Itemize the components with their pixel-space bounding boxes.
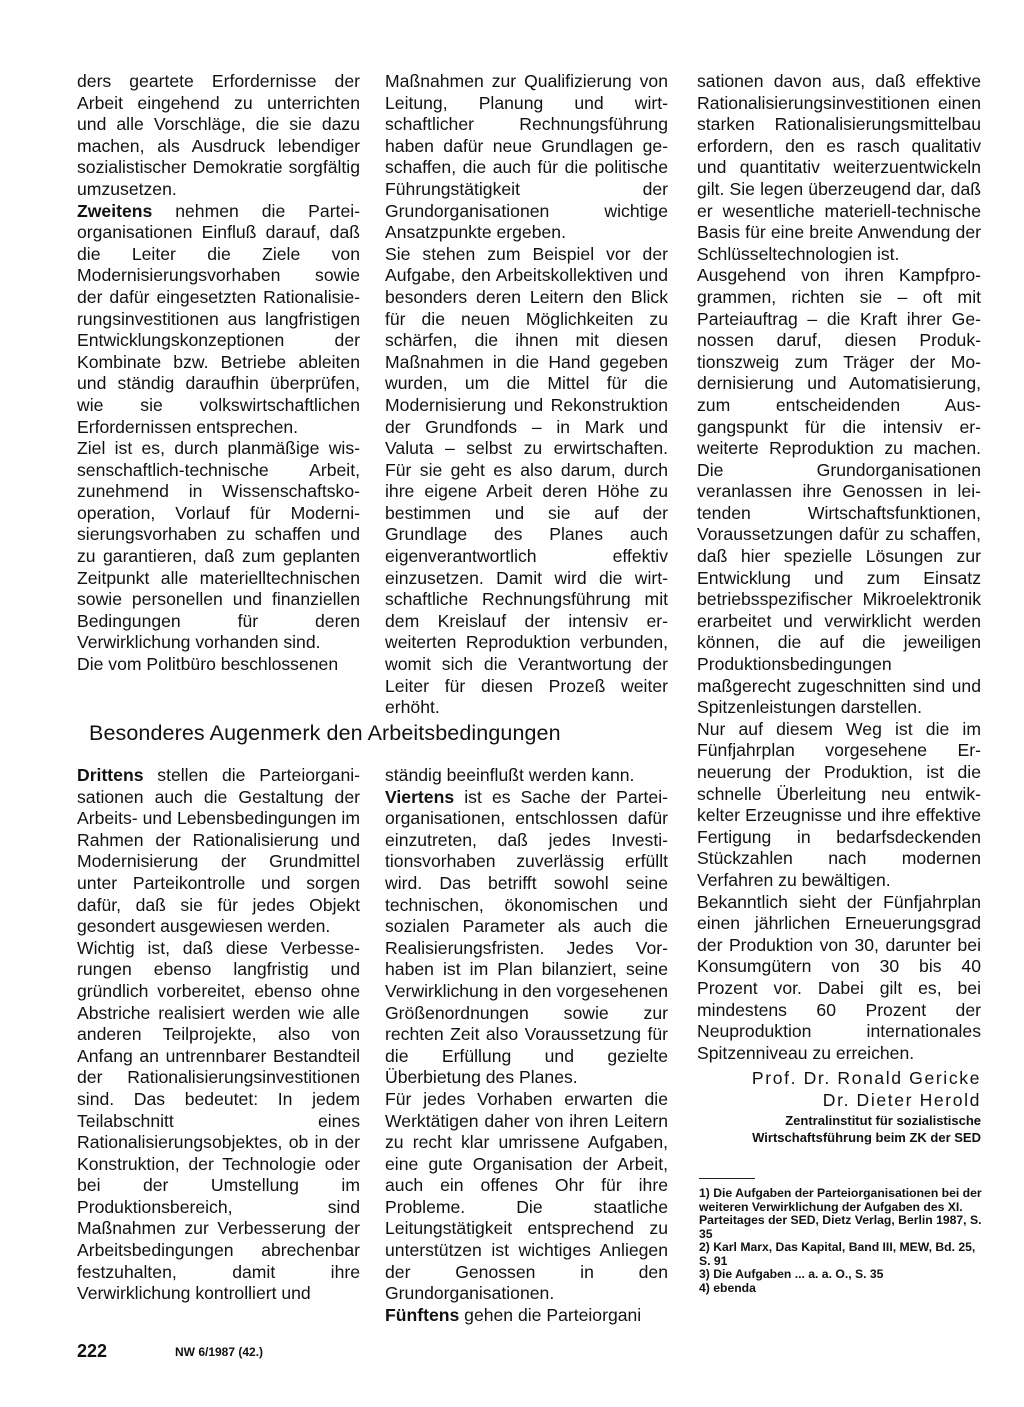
paragraph: [385, 765, 668, 787]
paragraph-lead-word: Zweitens: [77, 200, 153, 221]
paragraph-text: Nur auf diesem Weg ist die im Fünfjahrplan vorgesehene Erneuerung der Produktion, ist die schnelle Überleitung neu entwikkelter Erzeugnisse und ihre effektive Fertigung in bedarfsdeckenden Stückzahlen nach modernen Verfahren zu bewältigen.: [697, 718, 981, 890]
paragraph: [77, 438, 360, 654]
text-column-4: [77, 765, 360, 1305]
paragraph: [385, 71, 668, 244]
paragraph: [697, 265, 981, 718]
paragraph-text: Maßnahmen zur Qualifizierung von Leitung, Planung und wirtschaftlicher Rechnungsführung haben dafür neue Grundlagen geschaffen, die auch für die politische Führungstätigkeit der Grundorganisationen wichtige Ansatzpunkte ergeben.: [385, 71, 668, 243]
paragraph-text: Bekanntlich sieht der Fünfjahrplan einen jährlichen Erneuerungsgrad der Produktion von 30, darunter bei Konsumgütern von 30 bis 40 Prozent vor. Dabei gilt es, bei mindestens 60 Prozent der Neuproduktion internationales Spitzenniveau zu erreichen.: [697, 891, 981, 1063]
footnote-1: 1) Die Aufgaben der Parteiorganisationen bei der weiteren Verwirklichung der Aufgaben des XI. Parteitages der SED, Dietz Verlag, Berlin 1987, S. 35: [699, 1186, 982, 1241]
journal-reference: NW 6/1987 (42.): [175, 1345, 264, 1359]
paragraph-text: gehen die Parteiorgani: [459, 1304, 642, 1325]
paragraph-text: Wichtig ist, daß diese Verbesserungen ebenso langfristig und gründlich vorbereitet, ebenso ohne Abstriche realisiert werden wie alle anderen Teilprojekte, also von Anfang an untrennbarer Bestandteil der Rationalisierungsinvestitionen sind. Das bedeutet: In jedem Teilabschnitt eines Rationalisierungsobjektes, ob in der Konstruktion, der Technologie oder bei der Umstellung im Produktionsbereich, sind Maßnahmen zur Verbesserung der Arbeitsbedingungen abrechenbar festzuhalten, damit ihre Verwirklichung kontrolliert und: [77, 937, 360, 1304]
paragraph: [697, 719, 981, 892]
section-heading: Besonderes Augenmerk den Arbeitsbedingungen: [89, 721, 561, 745]
footnote-divider: [699, 1178, 755, 1179]
paragraph-lead-word: Viertens: [385, 786, 455, 807]
paragraph: [77, 938, 360, 1305]
paragraph: [385, 1305, 668, 1327]
footnote-3: 3) Die Aufgaben ... a. a. O., S. 35: [699, 1267, 884, 1281]
paragraph: [77, 71, 360, 201]
paragraph-text: Die vom Politbüro beschlossenen: [77, 654, 339, 675]
paragraph-text: ständig beeinflußt werden kann.: [385, 765, 635, 785]
paragraph-text: Für jedes Vorhaben erwarten die Werktätigen daher von ihren Leitern zu recht klar umrissene Aufgaben, eine gute Organisation der Arbeit, auch ein offenes Ohr für ihre Probleme. Die staatliche Leitungstätigkeit entsprechend zu unterstützen ist wichtiges Anliegen der Genossen in den Grundorganisationen.: [385, 1088, 668, 1304]
text-column-3: [697, 71, 981, 1146]
paragraph-lead-word: Drittens: [77, 765, 144, 785]
author-institute-line-2: Wirtschaftsführung beim ZK der SED: [752, 1129, 981, 1145]
page-number: 222: [77, 1341, 108, 1361]
paragraph-text: ist es Sache der Parteiorganisationen, entschlossen dafür einzutreten, daß jedes Investitionsvorhaben zuverlässig erfüllt wird. Das betrifft sowohl seine technischen, ökonomischen und sozialen Parameter als auch die Realisierungsfristen. Jedes Vorhaben ist im Plan bilanziert, seine Verwirklichung in den vorgesehenen Größenordnungen sowie zur rechten Zeit also Voraussetzung für die Erfüllung und gezielte Überbietung des Planes.: [385, 786, 668, 1088]
paragraph: [385, 244, 668, 719]
author-name-1: Prof. Dr. Ronald Gericke: [751, 1068, 981, 1089]
author-institute-line-1: Zentralinstitut für sozialistische: [785, 1112, 981, 1128]
paragraph-text: sationen davon aus, daß effektive Rationalisierungsinvestitionen einen starken Rationalisierungsmittelbau erfordern, den es rasch qualitativ und quantitativ weiterzuentwickeln gilt. Sie legen überzeugend dar, daß er wesentliche materiell-technische Basis für eine breite Anwendung der Schlüsseltechnologien ist.: [697, 71, 981, 264]
author-block: [697, 1068, 981, 1145]
paragraph-text: nehmen die Parteiorganisationen Einfluß darauf, daß die Leiter die Ziele von Modernisierungsvorhaben sowie der dafür eingesetzten Rationalisierungsinvestitionen aus langfristigen Entwicklungskonzeptionen der Kombinate bzw. Betriebe ableiten und ständig daraufhin überprüfen, wie sie volkswirtschaftlichen Erfordernissen entsprechen.: [77, 200, 360, 437]
text-column-1: [77, 71, 360, 676]
footnotes: [699, 1187, 983, 1295]
paragraph: [697, 892, 981, 1065]
paragraph: [385, 1089, 668, 1305]
paragraph-text: Ziel ist es, durch planmäßige wissenschaftlich-technische Arbeit, zunehmend in Wissenschaftskooperation, Vorlauf für Modernisierungsvorhaben zu schaffen und zu garantieren, daß zum geplanten Zeitpunkt alle materielltechnischen sowie personellen und finanziellen Bedingungen für deren Verwirklichung vorhanden sind.: [77, 438, 360, 653]
paragraph-text: stellen die Parteiorganisationen auch die Gestaltung der Arbeits- und Lebensbedingungen im Rahmen der Rationalisierung und Modernisierung der Grundmittel unter Parteikontrolle und sorgen dafür, daß sie für jedes Objekt gesondert ausgewiesen werden.: [77, 765, 360, 937]
column-3-body: [697, 71, 981, 1064]
footnote-4: 4) ebenda: [699, 1280, 756, 1295]
paragraph-text: ders geartete Erfordernisse der Arbeit eingehend zu unterrichten und alle Vorschläge, die sie dazu machen, als Ausdruck lebendiger sozialistischer Demokratie sorgfältig umzusetzen.: [77, 71, 360, 199]
page-footer: [77, 1341, 477, 1361]
paragraph: [77, 201, 360, 439]
paragraph: [77, 765, 360, 938]
paragraph-lead-word: Fünftens: [385, 1304, 460, 1325]
paragraph-text: Sie stehen zum Beispiel vor der Aufgabe, den Arbeitskollektiven und besonders deren Leitern den Blick für die neuen Möglichkeiten zu schärfen, die ihnen mit diesen Maßnahmen in die Hand gegeben wurden, um die Mittel für die Modernisierung und Rekonstruktion der Grundfonds – in Mark und Valuta – selbst zu erwirtschaften. Für sie geht es also darum, durch ihre eigene Arbeit deren Höhe zu bestimmen und sie auf der Grundlage des Planes auch eigenverantwortlich effektiv einzusetzen. Damit wird die wirtschaftliche Rechnungsführung mit dem Kreislauf der intensiv erweiterten Reproduktion verbunden, womit sich die Verantwortung der Leiter für diesen Prozeß weiter erhöht.: [385, 243, 668, 718]
footnote-2: 2) Karl Marx, Das Kapital, Band III, MEW, Bd. 25, S. 91: [699, 1240, 976, 1268]
text-column-2: [385, 71, 668, 719]
paragraph: [697, 71, 981, 265]
paragraph-text: Ausgehend von ihren Kampfprogrammen, richten sie – oft mit Parteiauftrag – die Kraft ihrer Genossen daruf, diesen Produktionszweig zum Träger der Modernisierung und Automatisierung, zum entscheidenden Ausgangspunkt für die intensiv erweiterte Reproduktion zu machen. Die Grundorganisationen veranlassen ihre Genossen in leitenden Wirtschaftsfunktionen, Voraussetzungen dafür zu schaffen, daß hier spezielle Lösungen zur Entwicklung und zum Einsatz betriebsspezifischer Mikroelektronik erarbeitet und verwirklicht werden können, die auf die jeweiligen Produktionsbedingungen maßgerecht zugeschnitten sind und Spitzenleistungen darstellen.: [697, 265, 981, 718]
paragraph: [385, 787, 668, 1089]
text-column-5: [385, 765, 668, 1326]
paragraph: [77, 654, 360, 676]
author-name-2: Dr. Dieter Herold: [822, 1089, 981, 1110]
